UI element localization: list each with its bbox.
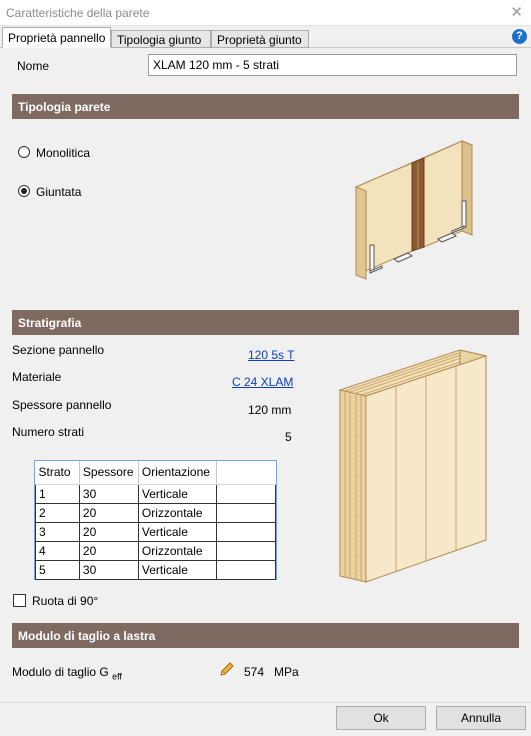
section-tipologia-parete: Tipologia parete bbox=[12, 94, 519, 119]
column-header-orientazione[interactable]: Orientazione bbox=[138, 461, 216, 484]
cell-empty bbox=[216, 503, 275, 522]
table-row[interactable] bbox=[36, 503, 276, 522]
tab-tipologia-giunto[interactable]: Tipologia giunto bbox=[111, 30, 211, 48]
materiale-link[interactable]: C 24 XLAM bbox=[232, 375, 294, 389]
cell-empty bbox=[216, 560, 275, 579]
ruota-90-label: Ruota di 90° bbox=[32, 594, 99, 608]
spessore-pannello-value: 120 mm bbox=[248, 403, 292, 417]
cell-spessore[interactable]: 20 bbox=[79, 541, 138, 560]
modulo-taglio-unit: MPa bbox=[274, 665, 299, 679]
radio-monolitica[interactable] bbox=[18, 146, 30, 158]
strati-grid bbox=[35, 461, 276, 580]
cell-spessore[interactable]: 30 bbox=[79, 484, 138, 503]
section-modulo-taglio: Modulo di taglio a lastra bbox=[12, 623, 519, 648]
radio-giuntata-label: Giuntata bbox=[36, 185, 82, 199]
cell-orientazione[interactable]: Verticale bbox=[138, 560, 216, 579]
radio-giuntata[interactable] bbox=[18, 185, 30, 197]
table-header-row bbox=[36, 461, 276, 484]
spessore-pannello-label: Spessore pannello bbox=[12, 398, 112, 412]
modulo-taglio-label-main: Modulo di taglio G bbox=[12, 665, 109, 679]
cell-orientazione[interactable]: Verticale bbox=[138, 522, 216, 541]
column-header-spessore[interactable]: Spessore bbox=[79, 461, 138, 484]
ruota-90-checkbox[interactable] bbox=[13, 594, 26, 607]
cell-empty bbox=[216, 541, 275, 560]
tab-proprieta-pannello[interactable]: Proprietà pannello bbox=[2, 27, 111, 48]
column-header-strato[interactable]: Strato bbox=[36, 461, 80, 484]
cell-spessore[interactable]: 30 bbox=[79, 560, 138, 579]
title-bar bbox=[0, 0, 531, 26]
numero-strati-value: 5 bbox=[285, 430, 292, 444]
materiale-label: Materiale bbox=[12, 370, 62, 384]
strati-table bbox=[34, 460, 277, 580]
numero-strati-label: Numero strati bbox=[12, 425, 85, 439]
table-row[interactable] bbox=[36, 522, 276, 541]
table-row[interactable] bbox=[36, 560, 276, 579]
cell-strato[interactable]: 2 bbox=[36, 503, 80, 522]
sezione-pannello-link[interactable]: 120 5s T bbox=[248, 348, 295, 362]
cell-orientazione[interactable]: Verticale bbox=[138, 484, 216, 503]
section-stratigrafia: Stratigrafia bbox=[12, 310, 519, 335]
nome-label: Nome bbox=[17, 59, 50, 73]
cancel-button[interactable]: Annulla bbox=[436, 706, 526, 730]
cell-strato[interactable]: 4 bbox=[36, 541, 80, 560]
pencil-icon[interactable] bbox=[218, 662, 234, 678]
cell-spessore[interactable]: 20 bbox=[79, 503, 138, 522]
nome-input[interactable]: XLAM 120 mm - 5 strati bbox=[148, 54, 517, 76]
modulo-taglio-label-sub: eff bbox=[112, 671, 122, 682]
modulo-taglio-value: 574 bbox=[244, 665, 265, 679]
cell-strato[interactable]: 1 bbox=[36, 484, 80, 503]
modulo-taglio-label bbox=[12, 665, 122, 681]
close-icon[interactable]: ✕ bbox=[510, 4, 523, 21]
radio-monolitica-label: Monolitica bbox=[36, 146, 91, 160]
sezione-pannello-label: Sezione pannello bbox=[12, 343, 105, 357]
column-header-empty bbox=[216, 461, 275, 484]
cell-empty bbox=[216, 522, 275, 541]
cell-orientazione[interactable]: Orizzontale bbox=[138, 541, 216, 560]
cell-strato[interactable]: 3 bbox=[36, 522, 80, 541]
jointed-wall-illustration bbox=[352, 135, 477, 285]
ok-button[interactable]: Ok bbox=[336, 706, 426, 730]
cell-spessore[interactable]: 20 bbox=[79, 522, 138, 541]
cell-empty bbox=[216, 484, 275, 503]
window-title: Caratteristiche della parete bbox=[6, 6, 150, 20]
table-row[interactable] bbox=[36, 541, 276, 560]
cell-strato[interactable]: 5 bbox=[36, 560, 80, 579]
tab-proprieta-giunto[interactable]: Proprietà giunto bbox=[211, 30, 309, 48]
table-row[interactable] bbox=[36, 484, 276, 503]
clt-panel-illustration bbox=[338, 348, 488, 583]
help-icon[interactable]: ? bbox=[512, 29, 527, 44]
cell-orientazione[interactable]: Orizzontale bbox=[138, 503, 216, 522]
